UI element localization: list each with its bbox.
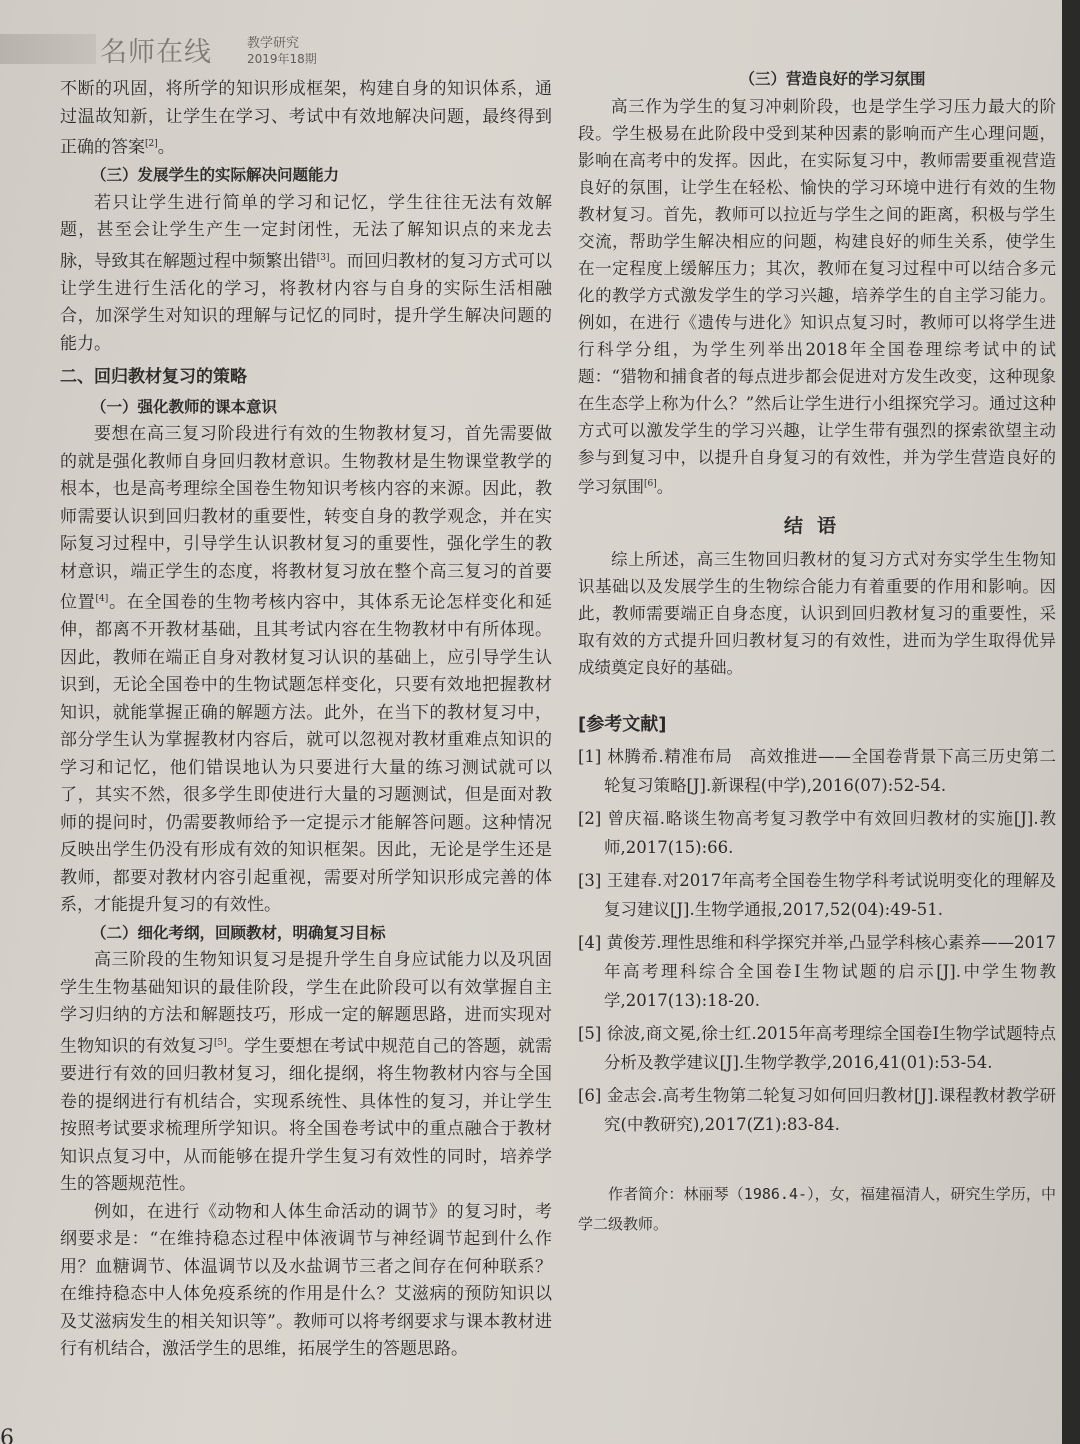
page-number: 6 xyxy=(0,1426,14,1444)
paragraph-text: 高三作为学生的复习冲刺阶段，也是学生学习压力最大的阶段。学生极易在此阶段中受到某种因素的影响而产生心理问题，影响在高考中的发挥。因此，在实际复习中，教师需要重视营造良好的氛围，让学生在轻松、愉快的学习环境中进行有效的生物教材复习。首先，教师可以拉近与学生之间的距离，积极与学生交流，帮助学生解决相应的问题，构建良好的师生关系，使学生在一定程度上缓解压力；其次，教师在复习过程中可以结合多元化的教学方式激发学生的学习兴趣，培养学生的自主学习能力。例如，在进行《遗传与进化》知识点复习时，教师可以将学生进行科学分组，为学生列举出2018年全国卷理综考试中的试题：“猎物和捕食者的每点进步都会促进对方发生改变，这种现象在生态学上称为什么？”然后让学生进行小组探究学习。通过这种方式可以激发学生的学习兴趣，让学生带有强烈的探索欲望主动参与到复习中，以提升自身复习的有效性，并为学生营造良好的学习氛围 xyxy=(578,97,1056,497)
references-heading: [参考文献] xyxy=(578,713,667,735)
paragraph: 不断的巩固，将所学的知识形成框架，构建自身的知识体系，通过温故知新，让学生在学习、考试中有效地解决问题，最终得到正确的答案[2]。 xyxy=(60,79,552,158)
header-section: 教学研究 xyxy=(247,36,300,51)
paragraph: 例如，在进行《动物和人体生命活动的调节》的复习时，考纲要求是：“在维持稳态过程中体液调节与神经调节起到什么作用？血糖调节、体温调节以及水盐调节三者之间存在何种联系？在维持稳态中人体免疫系统的作用是什么？艾滋病的预防知识以及艾滋病发生的相关知识等”。教师可以将考纲要求与课本教材进行有机结合，激活学生的思维，拓展学生的答题思路。 xyxy=(60,1201,552,1360)
journal-logo: 名师在线 xyxy=(100,37,212,68)
paragraph-text: 高三阶段的生物知识复习是提升学生自身应试能力以及巩固学生生物基础知识的最佳阶段，学生在此阶段可以有效掌握自主学习归纳的方法和解题技巧，形成一定的解题思路，进而实现对生物知识的有效复习 xyxy=(60,950,552,1057)
author-bio: 作者简介：林丽琴（1986.4-），女，福建福清人，研究生学历，中学二级教师。 xyxy=(578,1184,1056,1233)
section-heading: 二、回归教材复习的策略 xyxy=(60,367,247,388)
header-bar xyxy=(0,34,96,64)
citation: [5] xyxy=(214,1037,227,1048)
paragraph xyxy=(60,190,552,359)
journal-header xyxy=(0,24,400,68)
header-issue: 2019年18期 xyxy=(247,52,317,66)
subheading: （三）营造良好的学习氛围 xyxy=(739,70,926,88)
paragraph-text: 。学生要想在考试中规范自己的答题，就需要进行有效的回归教材复习，细化提纲，将生物教材内容与全国卷的提纲进行有机结合，实现系统性、具体性的复习，并让学生按照考试要求梳理所学知识。将全国卷考试中的重点融合于教材知识点复习中，从而能够在提升学生复习有效性的同时，培养学生的答题规范性。 xyxy=(60,1036,553,1195)
subheading: （一）强化教师的课本意识 xyxy=(91,397,278,416)
reference-item: [6] 金志会.高考生物第二轮复习如何回归教材[J].课程教材教学研究(中教研究),2017(Z1):83-84. xyxy=(578,1085,1056,1134)
paragraph-text: 若只让学生进行简单的学习和记忆，学生往往无法有效解题，甚至会让学生产生一定封闭性，无法了解知识点的来龙去脉，导致其在解题过程中频繁出错 xyxy=(60,192,552,272)
paragraph xyxy=(60,421,552,920)
conclusion-paragraph: 综上所述，高三生物回归教材的复习方式对夯实学生生物知识基础以及发展学生的生物综合能力有着重要的作用和影响。因此，教师需要端正自身态度，认识到回归教材复习的重要性，采取有效的方式提升回归教材复习的有效性，进而为学生取得优异成绩奠定良好的基础。 xyxy=(578,549,1056,677)
citation: [3] xyxy=(316,252,330,263)
paragraph-text: 要想在高三复习阶段进行有效的生物教材复习，首先需要做的就是强化教师自身回归教材意识。生物教材是生物课堂教学的根本，也是高考理综全国卷生物知识考核内容的来源。因此，教师需要认识到回归教材的重要性，转变自身的教学观念，并在实际复习过程中，引导学生认识教材复习的重要性，强化学生的教材意识，端正学生的态度，将教材复习放在整个高三复习的首要位置 xyxy=(60,424,552,613)
paragraph-text: 。在全国卷的生物考核内容中，其体系无论怎样变化和延伸，都离不开教材基础，且其考试内容在生物教材中有所体现。因此，教师在端正自身对教材复习认识的基础上，应引导学生认识到，无论全国卷中的生物试题怎样变化，只要有效地把握教材知识，就能掌握正确的解题方法。此外，在当下的教材复习中，部分学生认为掌握教材内容后，就可以忽视对教材重难点知识的学习和记忆，他们错误地认为只要进行大量的练习测试就可以了，其实不然，很多学生即使进行大量的习题测试，但是面对教师的提问时，仍需要教师给予一定提示才能解答问题。这种情况反映出学生仍没有形成有效的知识框架。因此，无论是学生还是教师，都要对教材内容引起重视，需要对所学知识形成完善的体系，才能提升复习的有效性。 xyxy=(60,592,552,916)
right-column xyxy=(578,66,1056,1239)
paragraph xyxy=(60,947,552,1198)
conclusion-heading: 结语 xyxy=(783,514,850,537)
binding-shadow xyxy=(1062,0,1080,1444)
reference-item: [2] 曾庆福.略谈生物高考复习教学中有效回归教材的实施[J].教师,2017(15):66. xyxy=(578,808,1056,857)
left-column xyxy=(60,76,552,1364)
citation: [6] xyxy=(644,479,657,489)
citation: [4] xyxy=(95,594,109,605)
subheading: （三）发展学生的实际解决问题能力 xyxy=(91,166,340,185)
reference-item: [5] 徐波,商文冕,徐士红.2015年高考理综全国卷Ⅰ生物学试题特点分析及教学建议[J].生物学教学,2016,41(01):53-54. xyxy=(578,1023,1056,1072)
reference-item: [3] 王建春.对2017年高考全国卷生物学科考试说明变化的理解及复习建议[J].生物学通报,2017,52(04):49-51. xyxy=(578,870,1056,919)
paragraph-text: 不断的巩固，将所学的知识形成框架，构建自身的知识体系，通过温故知新，让学生在学习、考试中有效地解决问题，最终得到正确的答案 xyxy=(60,79,552,158)
reference-item: [4] 黄俊芳.理性思维和科学探究并举,凸显学科核心素养——2017年高考理科综合全国卷Ⅰ生物试题的启示[J].中学生物教学,2017(13):18-20. xyxy=(578,932,1056,1010)
paragraph-text: 。而回归教材的复习方式可以让学生进行生活化的学习，将教材内容与自身的实际生活相融合，加深学生对知识的理解与记忆的同时，提升学生解决问题的能力。 xyxy=(60,251,553,354)
citation: [2] xyxy=(145,139,158,149)
paragraph-text: 。 xyxy=(656,477,674,497)
subheading: （二）细化考纲，回顾教材，明确复习目标 xyxy=(91,923,386,942)
reference-item: [1] 林腾希.精准布局 高效推进——全国卷背景下高三历史第二轮复习策略[J].新课程(中学),2016(07):52-54. xyxy=(578,746,1056,795)
paragraph xyxy=(578,93,1056,501)
